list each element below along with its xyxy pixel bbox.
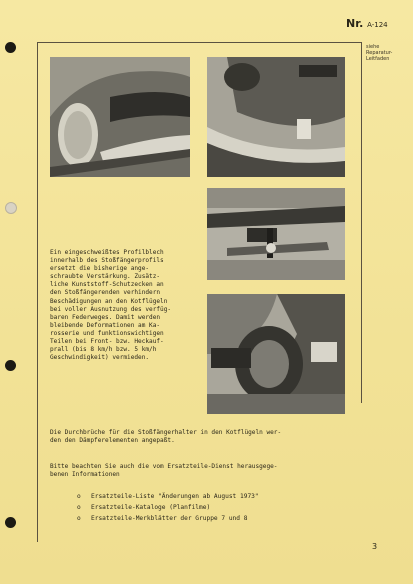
side-note-line: Leitfaden [366,56,390,62]
fender-openings-paragraph: Die Durchbrüche für die Stoßfängerhalter in den Kotflügeln wer- den den Dämpferelementen angepaßt. [50,429,282,445]
document-number-prefix: Nr. [346,17,364,30]
bullet-icon: o [77,504,81,511]
page-number: 3 [372,542,378,551]
photo-wing-fender-detail [207,294,345,414]
list-item-text: Ersatzteile-Merkblätter der Gruppe 7 und 8 [91,515,248,522]
bullet-icon: o [77,493,81,500]
document-number [346,17,388,30]
photo-headlight-bumper [50,57,190,177]
punch-hole [5,202,17,214]
list-item-text: Ersatzteile-Liste "Änderungen ab August 1973" [91,493,259,500]
side-note-line: siehe [366,44,380,50]
description-paragraph: Ein eingeschweißtes Profilblech innerhalb des Stoßfängerprofils ersetzt die bisherige ange- schraubte Verstärkung. Zusätz- liche Kunststoff-Schutzecken an den Stoßfängerenden verhindern Beschädigungen an den Kotflügeln bei voller Ausnutzung des verfüg- baren Federweges. Damit werden bleibende Deformationen am Ka- rosserie und funktionswichtigen Teilen bei Front- bzw. Heckauf- prall (bis 8 km/h bzw. 5 km/h Geschwindigkeit) vermieden. [50,249,172,362]
list-item [77,502,259,513]
photo-rear-bumper [207,57,345,177]
punch-hole [5,360,16,371]
bullet-icon: o [77,515,81,522]
photo-bumper-bracket [207,188,345,280]
document-number-value: A-124 [367,21,388,29]
spare-parts-list [77,491,259,524]
punch-hole [5,42,16,53]
spare-parts-note-paragraph: Bitte beachten Sie auch die vom Ersatzteile-Dienst herausgege- benen Informationen [50,463,278,479]
punch-hole [5,517,16,528]
side-note-line: Reparatur- [366,50,393,56]
side-note [366,44,410,62]
list-item [77,491,259,502]
list-item-text: Ersatzteile-Kataloge (Planfilme) [91,504,211,511]
list-item [77,513,259,524]
frame-left-rule [37,402,38,542]
